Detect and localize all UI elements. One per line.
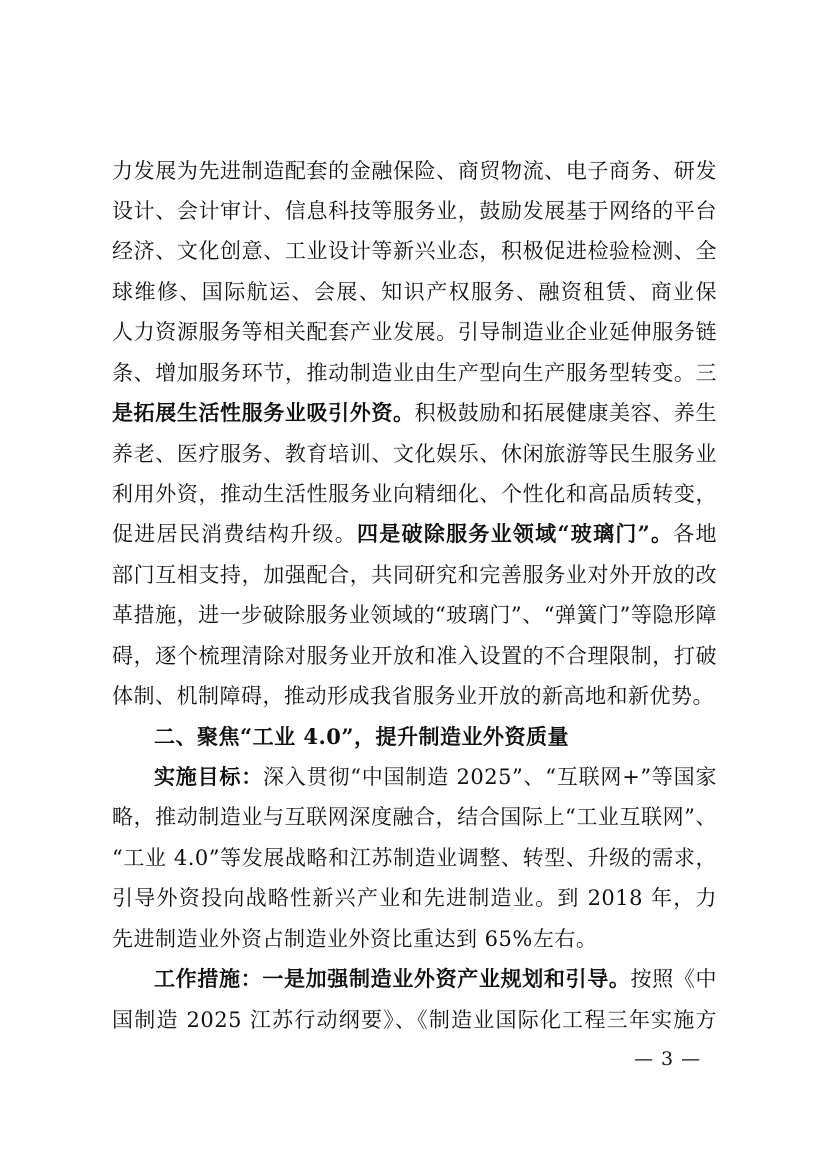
text-segment: 碍，逐个梳理清除对服务业开放和准入设置的不合理限制，打破 [112, 644, 717, 668]
text-segment: 先进制造业外资占制造业外资比重达到 65%左右。 [112, 927, 598, 951]
text-segment: 国制造 2025 江苏行动纲要》、《制造业国际化工程三年实施方 [112, 1008, 717, 1032]
text-line [112, 231, 717, 271]
text-segment: 部门互相支持，加强配合，共同研究和完善服务业对外开放的改 [112, 563, 717, 587]
text-segment: “工业 4.0”等发展战略和江苏制造业调整、转型、升级的需求， [112, 846, 717, 870]
text-line [154, 717, 600, 757]
text-segment: 养老、医疗服务、教育培训、文化娱乐、休闲旅游等民生服务业 [112, 442, 717, 466]
text-line [112, 1000, 717, 1040]
bold-text-segment: 实施目标： [154, 764, 264, 789]
text-segment: 深入贯彻“中国制造 2025”、“互联网+”等国家 [263, 765, 717, 789]
text-line [112, 595, 717, 635]
text-line [112, 312, 717, 352]
text-line [112, 676, 717, 716]
text-line [112, 838, 717, 878]
text-segment: 促进居民消费结构升级。 [112, 522, 357, 546]
bold-text-segment: 是拓展生活性服务业吸引外资。 [112, 400, 415, 425]
text-segment: 人力资源服务等相关配套产业发展。引导制造业企业延伸服务链 [112, 320, 717, 344]
text-segment: 略，推动制造业与互联网深度融合，结合国际上“工业互联网”、 [112, 805, 717, 829]
text-line [112, 636, 717, 676]
bold-text-segment: 一是加强制造业外资产业规划和引导。 [262, 966, 631, 991]
text-segment: 引导外资投向战略性新兴产业和先进制造业。到 2018 年，力 [112, 886, 717, 910]
text-line [112, 151, 717, 191]
text-segment: 积极鼓励和拓展健康美容、养生 [414, 401, 717, 425]
text-line [154, 959, 717, 999]
text-line [112, 878, 717, 918]
bold-text-segment: 工作措施： [154, 966, 263, 991]
text-line [112, 555, 717, 595]
text-segment: 各地 [673, 522, 717, 546]
text-line [112, 272, 717, 312]
text-segment: 设计、会计审计、信息科技等服务业，鼓励发展基于网络的平台 [112, 199, 717, 223]
text-line [112, 474, 717, 514]
text-line [112, 919, 600, 959]
text-line [112, 353, 717, 393]
text-segment: 按照《中 [630, 967, 717, 991]
text-segment: 力发展为先进制造配套的金融保险、商贸物流、电子商务、研发 [112, 159, 717, 183]
text-line [112, 191, 717, 231]
text-segment: 球维修、国际航运、会展、知识产权服务、融资租赁、商业保 [112, 280, 717, 304]
text-segment: 革措施，进一步破除服务业领域的“玻璃门”、“弹簧门”等隐形障 [112, 603, 717, 627]
text-segment: 条、增加服务环节，推动制造业由生产型向生产服务型转变。三 [112, 361, 717, 385]
text-segment: 经济、文化创意、工业设计等新兴业态，积极促进检验检测、全 [112, 239, 717, 263]
bold-text-segment: 四是破除服务业领域“玻璃门”。 [357, 521, 674, 546]
text-line [112, 797, 717, 837]
page-number: — 3 — [634, 1048, 702, 1070]
text-line [112, 514, 717, 554]
bold-text-segment: 二、聚焦“工业 4.0”，提升制造业外资质量 [154, 724, 570, 749]
text-line [112, 434, 717, 474]
text-line [154, 757, 717, 797]
text-segment: 体制、机制障碍，推动形成我省服务业开放的新高地和新优势。 [112, 684, 714, 708]
text-line [112, 393, 717, 433]
text-segment: 利用外资，推动生活性服务业向精细化、个性化和高品质转变， [112, 482, 717, 506]
